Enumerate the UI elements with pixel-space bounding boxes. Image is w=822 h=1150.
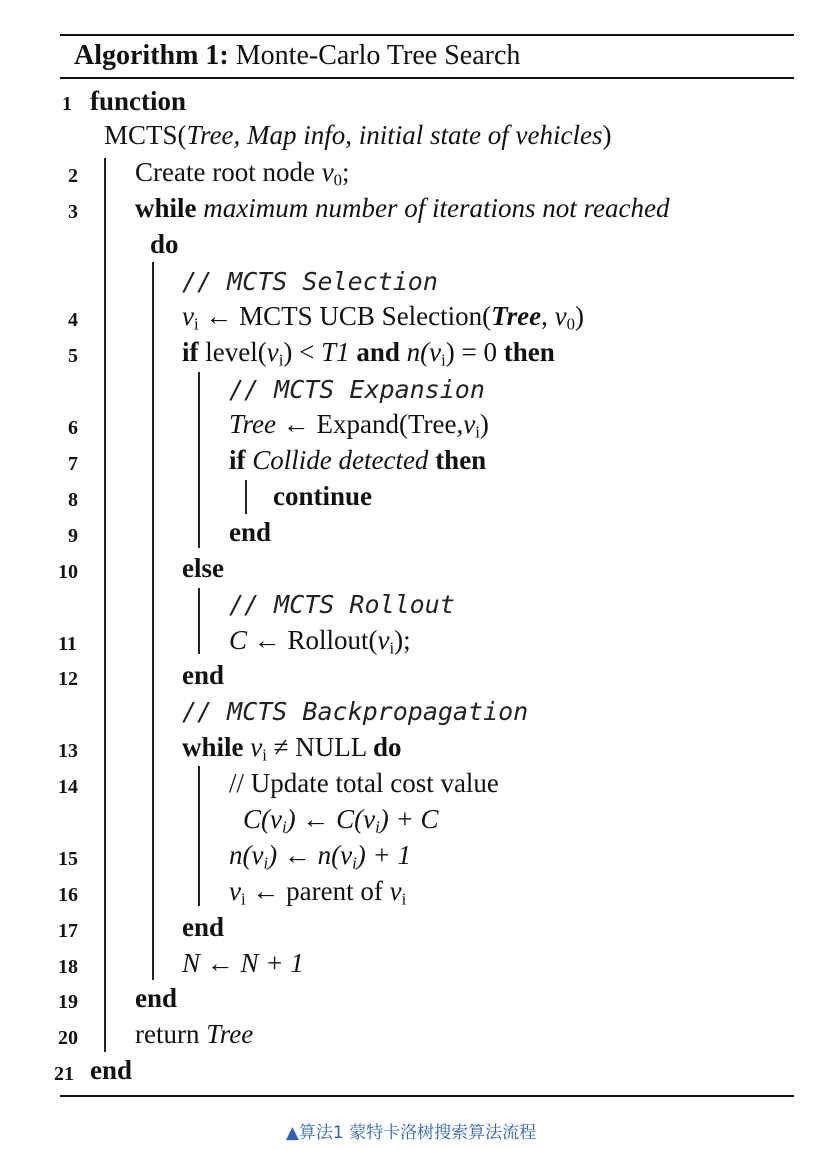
line-number: 21 — [54, 1063, 74, 1085]
line-number: 6 — [68, 417, 78, 439]
line-update-comment: // Update total cost value — [229, 768, 499, 798]
title-rule — [60, 77, 794, 79]
line-parent: $v_i$ ← parent of $v_i$ — [229, 876, 407, 909]
comment-backpropagation: // MCTS Backpropagation — [182, 697, 529, 726]
line-number: 15 — [58, 848, 78, 870]
line-number: 4 — [68, 309, 78, 331]
algorithm-name: Monte-Carlo Tree Search — [235, 40, 521, 71]
indent-bar-while — [152, 262, 154, 980]
line-create-root: Create root node $v_0$; — [135, 157, 350, 190]
line-number: 20 — [58, 1027, 78, 1049]
line-rollout: C ← $Rollout(v_i)$; — [229, 625, 411, 658]
keyword-end: end — [90, 1055, 133, 1085]
line-while-iterations: while maximum number of iterations not reached — [135, 193, 670, 223]
line-number: 14 — [58, 776, 78, 798]
line-number: 5 — [68, 345, 78, 367]
line-number: 2 — [68, 165, 78, 187]
line-ucb-selection: $v_i$ ← MCTS UCB Selection(Tree, $v_0$) — [182, 301, 584, 334]
keyword-do: do — [150, 229, 179, 259]
indent-bar-else — [198, 588, 200, 654]
line-number: 12 — [58, 668, 78, 690]
line-number: 17 — [58, 920, 78, 942]
line-number: 1 — [62, 93, 72, 115]
bottom-rule — [60, 1095, 794, 1097]
line-return: return Tree — [135, 1019, 254, 1049]
keyword-end: end — [135, 983, 178, 1013]
line-while-null: while $v_i$ ≠ NULL do — [182, 732, 402, 765]
keyword-end: end — [229, 517, 272, 547]
comment-rollout: // MCTS Rollout — [229, 590, 455, 619]
line-number: 16 — [58, 884, 78, 906]
keyword-end: end — [182, 660, 225, 690]
function-signature: MCTS(Tree, Map info, initial state of vehicles) — [104, 120, 612, 150]
line-if-level: if $level(v_i) < T1$ and $n(v_i) = 0$ then — [182, 337, 555, 370]
line-increment-n: N ← N + 1 — [182, 948, 304, 978]
indent-bar-if-level — [198, 372, 200, 548]
line-expand: Tree ← $Expand(Tree,v_i)$ — [229, 409, 489, 442]
line-number: 9 — [68, 525, 78, 547]
indent-bar-if-collide — [245, 480, 247, 514]
line-cost-update: $C(v_i)$ ← $C(v_i) + C$ — [243, 804, 439, 837]
comment-expansion: // MCTS Expansion — [229, 375, 485, 404]
algorithm-title — [74, 40, 520, 72]
line-number: 7 — [68, 453, 78, 475]
line-visit-count: $n(v_i)$ ← $n(v_i) + 1$ — [229, 840, 411, 873]
algorithm-label: Algorithm 1: — [74, 40, 229, 71]
top-rule — [60, 34, 794, 36]
line-number: 11 — [58, 633, 77, 655]
line-number: 19 — [58, 991, 78, 1013]
line-number: 8 — [68, 489, 78, 511]
line-number: 10 — [58, 561, 78, 583]
line-number: 3 — [68, 201, 78, 223]
comment-selection: // MCTS Selection — [182, 267, 438, 296]
keyword-function: function — [90, 86, 187, 116]
keyword-end: end — [182, 912, 225, 942]
keyword-else: else — [182, 553, 224, 583]
line-number: 13 — [58, 740, 78, 762]
figure-caption: ▲算法1 蒙特卡洛树搜索算法流程 — [285, 1123, 537, 1143]
line-if-collide: if Collide detected then — [229, 445, 487, 475]
line-number: 18 — [58, 956, 78, 978]
keyword-continue: continue — [273, 481, 373, 511]
indent-bar-while-null — [198, 766, 200, 906]
indent-bar-function — [104, 158, 106, 1052]
